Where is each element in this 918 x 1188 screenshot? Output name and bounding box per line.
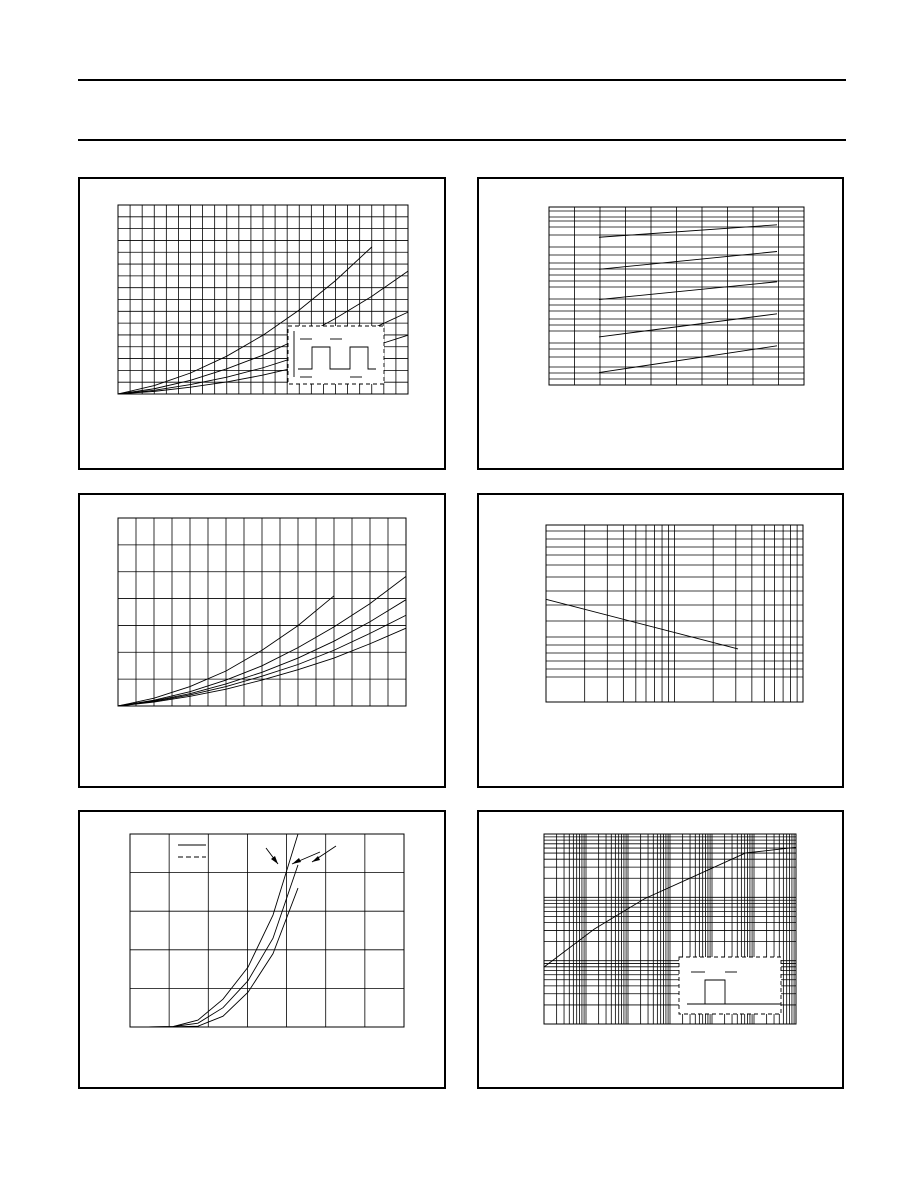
figure-panel-5 — [78, 810, 446, 1089]
plot-frame — [130, 834, 404, 1027]
chart-5-series-3 — [148, 888, 298, 1027]
inset-box — [679, 957, 781, 1014]
header-rule-top — [78, 79, 846, 81]
chart-4 — [479, 495, 846, 790]
arrow-head — [312, 856, 320, 862]
chart-4-series-1 — [546, 599, 738, 649]
arrow-head — [292, 858, 301, 864]
chart-3 — [80, 495, 448, 790]
chart-1 — [80, 179, 448, 472]
arrow-head — [271, 856, 278, 864]
figure-panel-4 — [477, 493, 844, 788]
chart-6 — [479, 812, 846, 1091]
chart-5 — [80, 812, 448, 1091]
inset-box — [288, 326, 384, 384]
header-rule-bottom — [78, 139, 846, 141]
figure-panel-2 — [477, 177, 844, 470]
chart-2 — [479, 179, 846, 472]
figure-panel-6 — [477, 810, 844, 1089]
figure-panel-1 — [78, 177, 446, 470]
figure-panel-3 — [78, 493, 446, 788]
